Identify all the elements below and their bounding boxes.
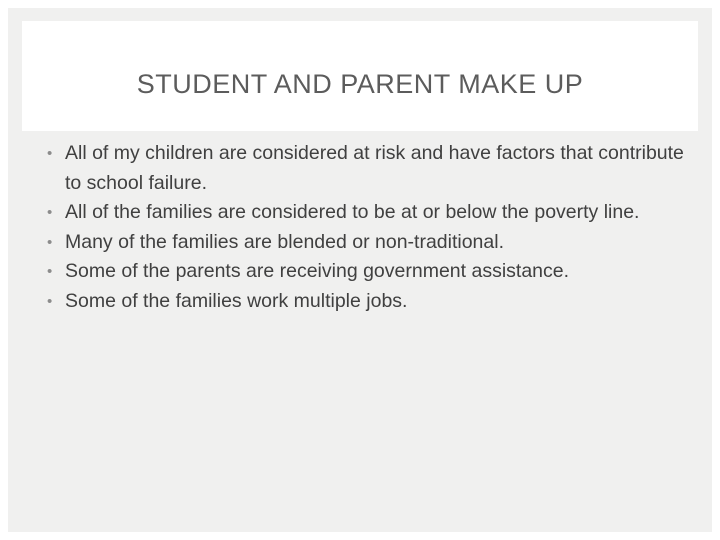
bullet-list xyxy=(40,139,690,317)
bullet-dot-icon: • xyxy=(47,145,53,162)
bullet-dot-icon: • xyxy=(47,233,53,251)
bullet-item xyxy=(40,257,690,287)
bullet-text: All of my children are considered at risk and have factors that contribute to school failure. xyxy=(65,142,684,194)
bullet-dot-icon: • xyxy=(47,292,53,310)
title-placeholder xyxy=(22,21,698,131)
bullet-text: Some of the families work multiple jobs. xyxy=(65,289,408,312)
slide-title: STUDENT AND PARENT MAKE UP xyxy=(136,69,584,99)
bullet-text: All of the families are considered to be at or below the poverty line. xyxy=(65,201,640,224)
bullet-item xyxy=(40,228,690,258)
bullet-item xyxy=(40,287,690,317)
bullet-text: Many of the families are blended or non-traditional. xyxy=(65,230,504,253)
bullet-item xyxy=(40,198,690,228)
bullet-text: Some of the parents are receiving government assistance. xyxy=(65,260,570,283)
bullet-item xyxy=(40,139,690,198)
bullet-dot-icon: • xyxy=(47,204,53,222)
bullet-dot-icon: • xyxy=(47,263,53,281)
